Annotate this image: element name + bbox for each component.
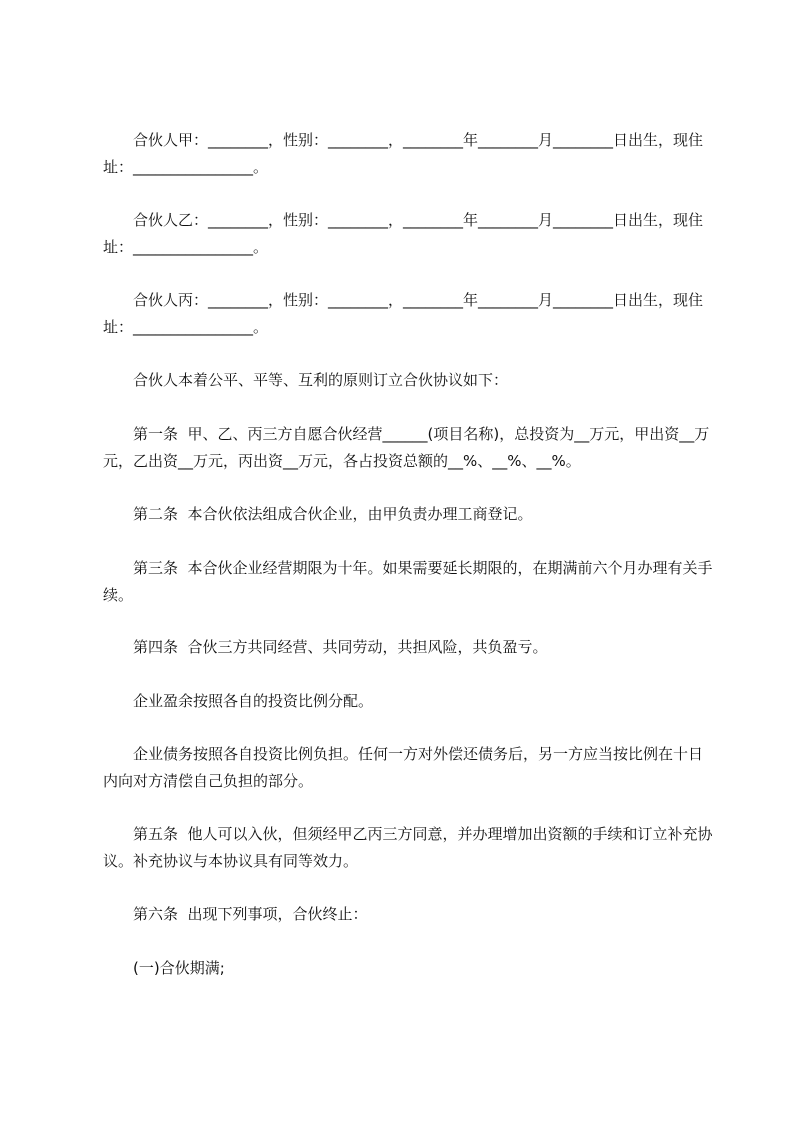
article-3: 第三条 本合伙企业经营期限为十年。如果需要延长期限的，在期满前六个月办理有关手续。 (103, 559, 713, 604)
termination-item-1: (一)合伙期满; (103, 959, 225, 977)
article-1: 第一条 甲、乙、丙三方自愿合伙经营______(项目名称)，总投资为__万元，甲出资__万元，乙出资__万元，丙出资__万元，各占投资总额的__%、__%、__%。 (103, 425, 710, 470)
article-2: 第二条 本合伙依法组成合伙企业，由甲负责办理工商登记。 (103, 505, 533, 523)
partner-c-info: 合伙人丙：________，性别：________，________年________月________日出生，现住址：________________。 (103, 291, 704, 336)
preamble: 合伙人本着公平、平等、互利的原则订立合伙协议如下： (103, 371, 509, 389)
article-4: 第四条 合伙三方共同经营、共同劳动，共担风险，共负盈亏。 (103, 638, 548, 656)
article-5: 第五条 他人可以入伙，但须经甲乙丙三方同意，并办理增加出资额的手续和订立补充协议。补充协议与本协议具有同等效力。 (103, 825, 713, 870)
profit-distribution: 企业盈余按照各自的投资比例分配。 (103, 692, 374, 710)
article-6: 第六条 出现下列事项，合伙终止： (103, 905, 368, 923)
partner-b-info: 合伙人乙：________，性别：________，________年________月________日出生，现住址：________________。 (103, 211, 704, 256)
debt-allocation: 企业债务按照各自投资比例负担。任何一方对外偿还债务后，另一方应当按比例在十日内向对方清偿自己负担的部分。 (103, 745, 704, 790)
partner-a-info: 合伙人甲：________，性别：________，________年________月________日出生，现住址：________________。 (103, 131, 704, 176)
